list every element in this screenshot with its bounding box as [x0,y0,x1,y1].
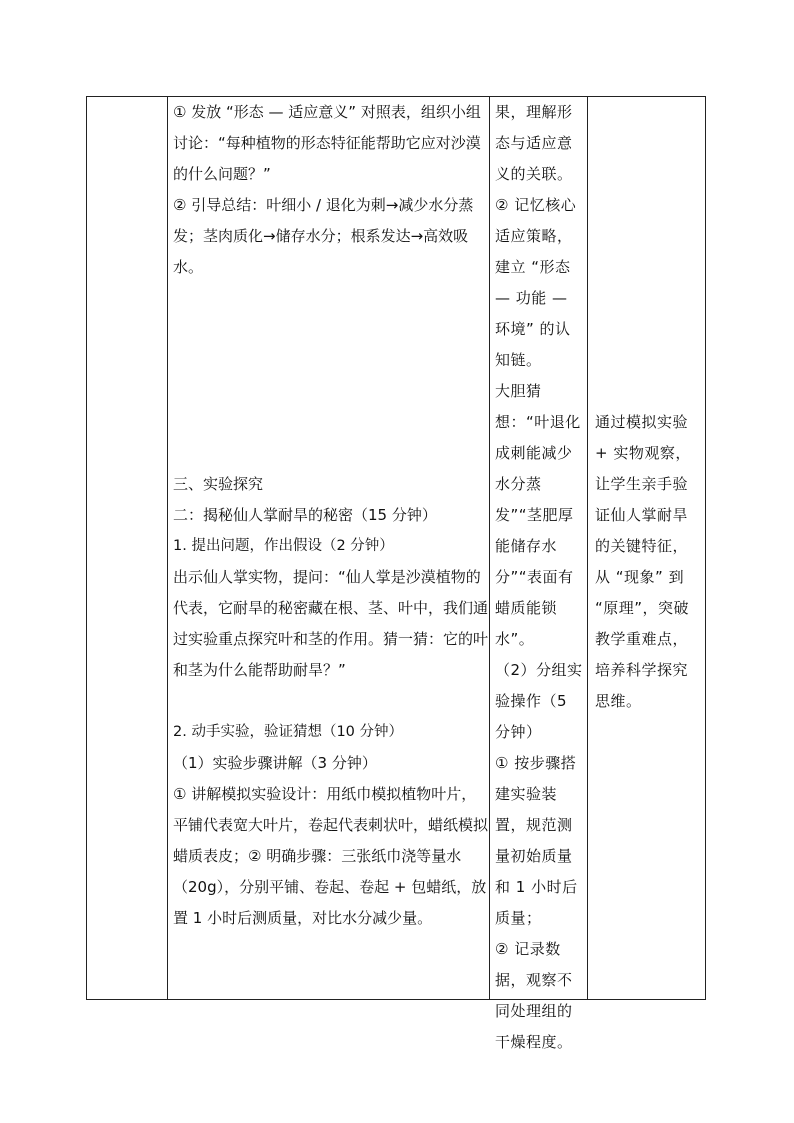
student-paragraph: （2）分组实验操作（5 分钟） [495,661,583,741]
activity-paragraph: ① 发放 “形态 — 适应意义” 对照表，组织小组讨论：“每种植物的形态特征能帮助它应对沙漠的什么问题？” [173,103,481,183]
section-title: 三、实验探究 [173,475,264,493]
student-activity-cell [495,97,585,1058]
activity-paragraph: ① 讲解模拟实验设计：用纸巾模拟植物叶片，平铺代表宽大叶片，卷起代表刺状叶，蜡纸模拟蜡质表皮；② 明确步骤：三张纸巾浇等量水（20g），分别平铺、卷起、卷起 + 包蜡纸，放置 1 小时后测质量，对比水分减少量。 [173,785,489,927]
design-intent-text: 通过模拟实验 + 实物观察，让学生亲手验证仙人掌耐旱的关键特征，从 “现象” 到 “原理”，突破教学重难点，培养科学探究思维。 [595,413,694,710]
column-divider [167,97,168,999]
spacer [173,686,489,717]
step-subtitle: （1）实验步骤讲解（3 分钟） [173,754,377,772]
student-paragraph: ② 记忆核心适应策略，建立 “形态 — 功能 — 环境” 的认知链。 [495,196,577,369]
activity-paragraph: ② 引导总结：叶细小 / 退化为刺→减少水分蒸发；茎肉质化→储存水分；根系发达→高效吸水。 [173,196,474,276]
design-intent-cell [595,407,703,717]
teacher-activity-cell [173,97,489,934]
step-title: 2. 动手实验，验证猜想（10 分钟） [173,724,404,740]
lesson-plan-table [86,96,706,1051]
subsection-title: 二：揭秘仙人掌耐旱的秘密（15 分钟） [173,506,437,524]
student-paragraph: 果，理解形态与适应意义的关联。 [495,103,573,183]
spacer [173,283,489,469]
activity-paragraph: 出示仙人掌实物，提问：“仙人掌是沙漠植物的代表，它耐旱的秘密藏在根、茎、叶中，我们通过实验重点探究叶和茎的作用。猜一猜：它的叶和茎为什么能帮助耐旱？” [173,568,489,679]
student-paragraph: ② 记录数据，观察不同处理组的干燥程度。 [495,940,573,1051]
student-paragraph: 大胆猜想：“叶退化成刺能减少水分蒸发”“茎肥厚能储存水分”“表面有蜡质能锁水”。 [495,382,581,648]
student-paragraph: ① 按步骤搭建实验装置，规范测量初始质量和 1 小时后质量； [495,754,578,927]
column-divider [587,97,588,999]
step-title: 1. 提出问题，作出假设（2 分钟） [173,538,394,554]
column-divider [489,97,490,999]
